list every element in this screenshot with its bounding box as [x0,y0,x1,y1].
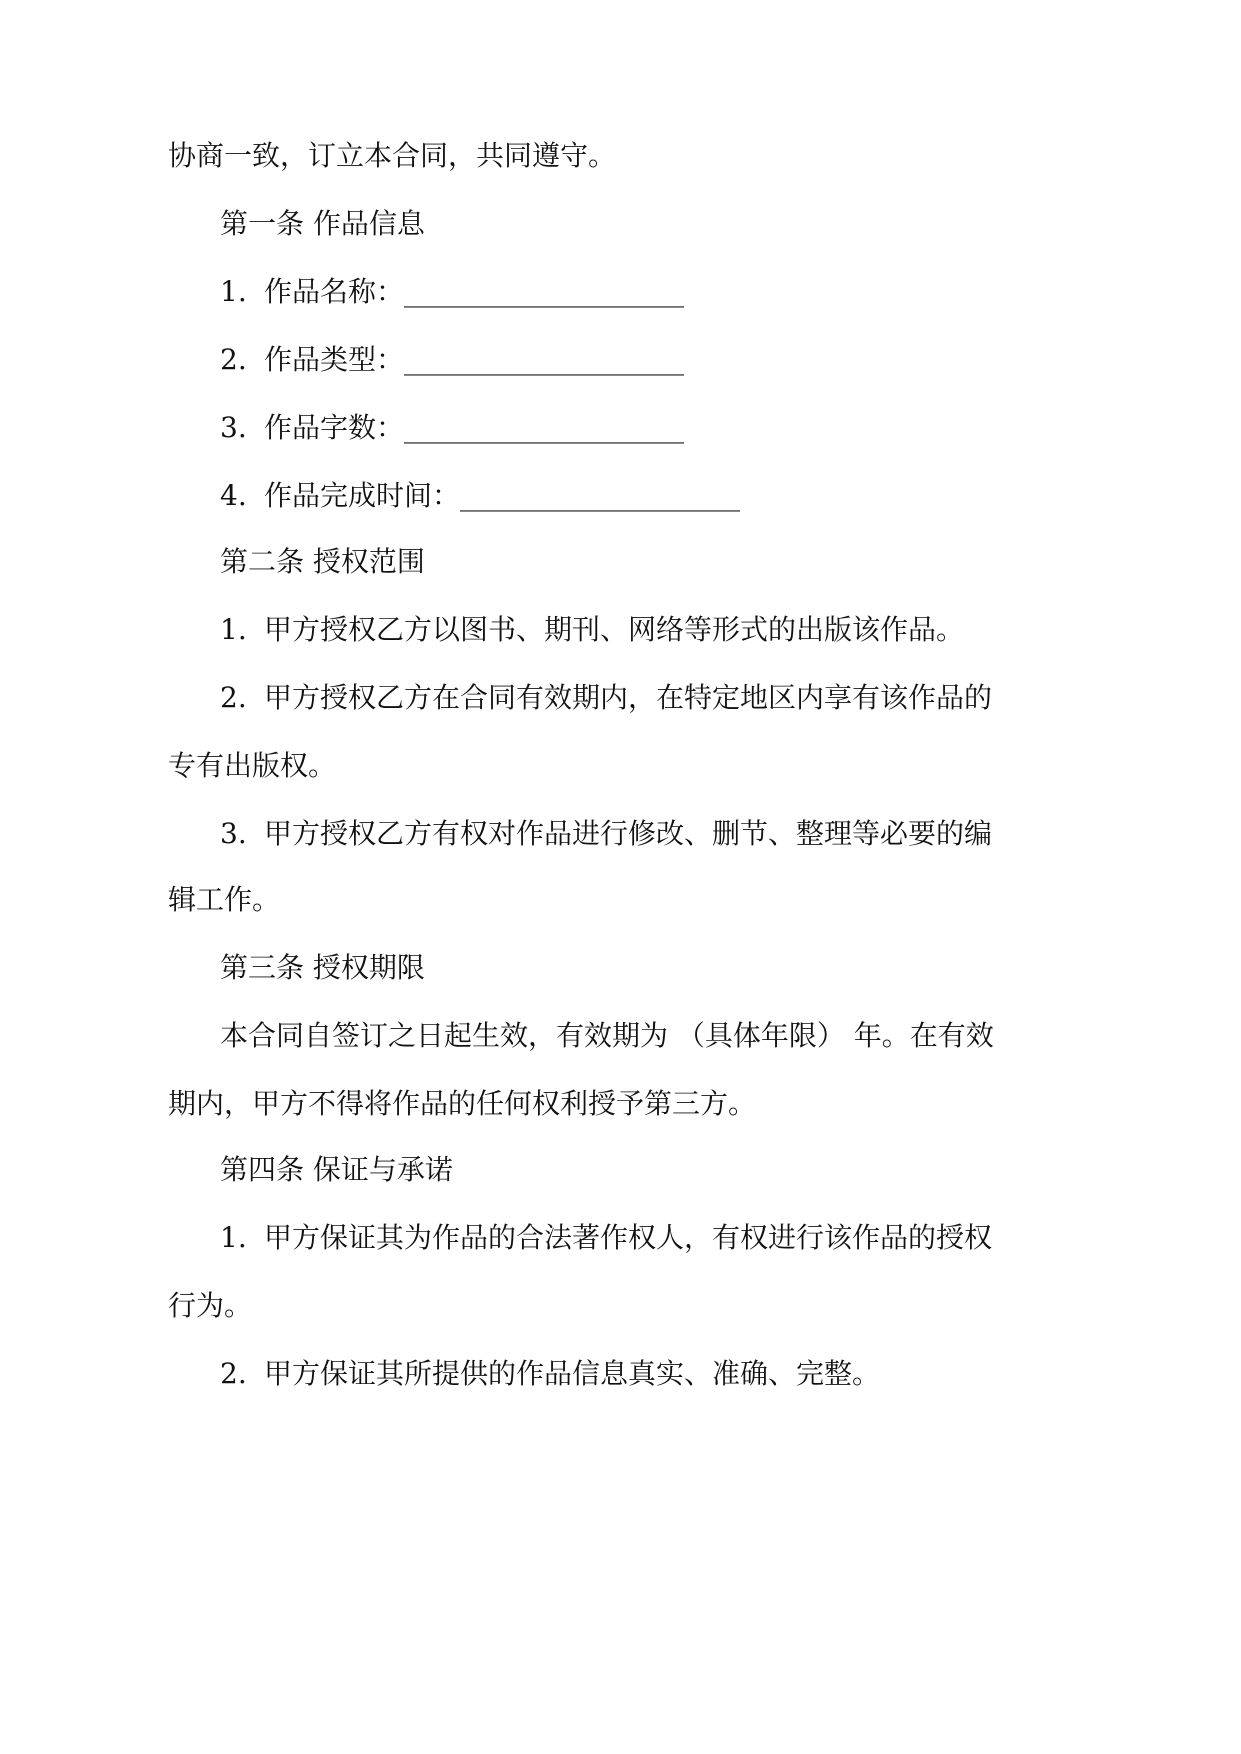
item-text: 甲方保证其所提供的作品信息真实、准确、完整。 [264,1357,881,1390]
item-text: 作品完成时间：____________________ [264,479,741,512]
article2-item-2-line2: 专有出版权。 [168,749,337,782]
article4-item-1-line1 [220,1218,992,1258]
intro-tail: 协商一致，订立本合同，共同遵守。 [168,139,617,172]
article2-item-3-line2: 辑工作。 [168,883,281,916]
item-text: 作品类型：____________________ [264,343,685,376]
article2-item-2-line1 [220,678,992,718]
item-text: 甲方授权乙方有权对作品进行修改、删节、整理等必要的编 [264,817,993,850]
item-number: 2. [220,681,247,714]
article1-heading: 第一条 作品信息 [220,207,425,240]
item-text: 甲方授权乙方以图书、期刊、网络等形式的出版该作品。 [264,613,965,646]
article4-heading: 第四条 保证与承诺 [220,1153,453,1186]
article2-item-1 [220,610,964,650]
item-number: 1. [220,1221,247,1254]
article3-line2: 期内，甲方不得将作品的任何权利授予第三方。 [168,1087,757,1120]
article3-line1: 本合同自签订之日起生效，有效期为 （具体年限） 年。在有效 [220,1019,994,1052]
article1-item-1 [220,272,684,312]
article1-item-2 [220,340,684,380]
item-number: 3. [220,817,247,850]
item-number: 2. [220,343,247,376]
article4-item-1-line2: 行为。 [168,1289,253,1322]
article1-item-3 [220,408,684,448]
article4-item-2 [220,1354,880,1394]
item-text: 作品名称：____________________ [264,275,685,308]
item-number: 1. [220,613,247,646]
item-number: 2. [220,1357,247,1390]
item-number: 1. [220,275,247,308]
article2-item-3-line1 [220,814,992,854]
item-text: 甲方授权乙方在合同有效期内，在特定地区内享有该作品的 [264,681,993,714]
item-number: 3. [220,411,247,444]
item-text: 作品字数：____________________ [264,411,685,444]
article3-heading: 第三条 授权期限 [220,951,425,984]
item-text: 甲方保证其为作品的合法著作权人，有权进行该作品的授权 [264,1221,993,1254]
article2-heading: 第二条 授权范围 [220,545,425,578]
item-number: 4. [220,479,247,512]
article1-item-4 [220,476,740,516]
